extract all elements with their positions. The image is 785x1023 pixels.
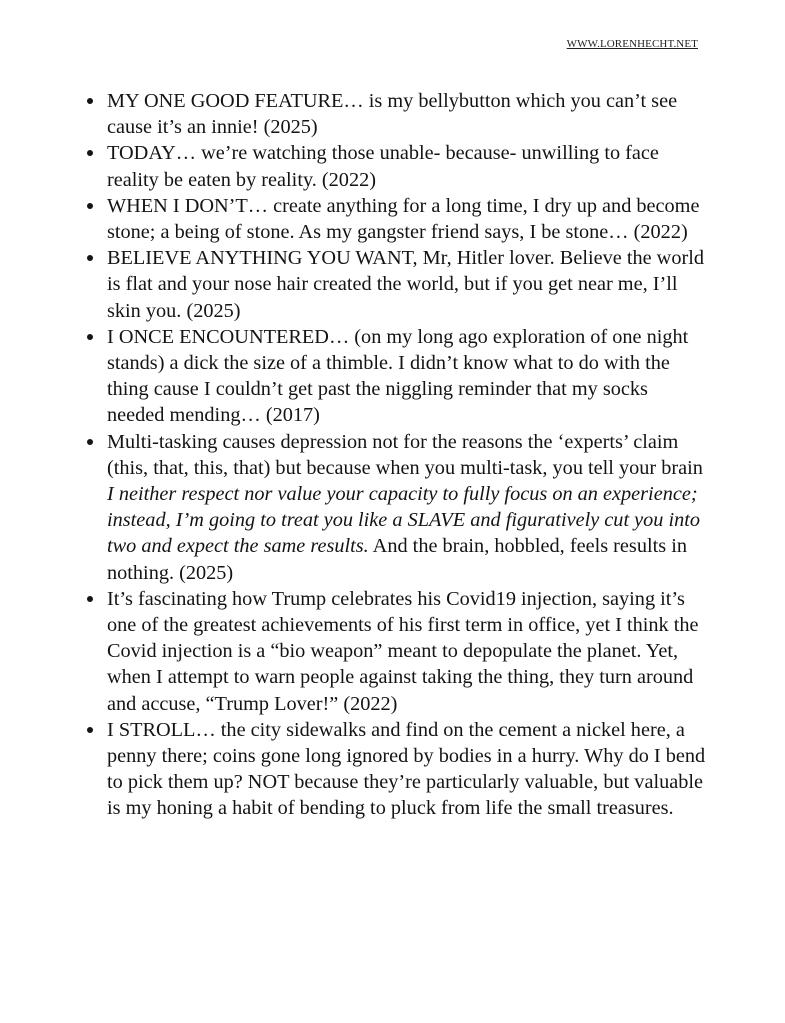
list-item xyxy=(107,88,707,140)
list-item xyxy=(107,140,707,192)
item-text-italic: I neither respect nor value your capacity to fully focus on an experience; instead, I’m going to treat you like a SLAVE and figuratively cut you into two and expect the same results. xyxy=(107,483,701,558)
bullet-icon xyxy=(87,596,93,602)
item-text: TODAY… we’re watching those unable- because- unwilling to face reality be eaten by reality. (2022) xyxy=(107,142,659,191)
list-item xyxy=(107,324,707,429)
bullet-icon xyxy=(87,255,93,261)
list-item xyxy=(107,429,707,586)
item-text: It’s fascinating how Trump celebrates his Covid19 injection, saying it’s one of the greatest achievements of his first term in office, yet I think the Covid injection is a “bio weapon” meant to depopulate the planet. Yet, when I attempt to warn people against taking the thing, they turn around and accuse, “Trump Lover!” (2022) xyxy=(107,587,699,715)
bullet-icon xyxy=(87,727,93,733)
list-item xyxy=(107,245,707,324)
item-text: I ONCE ENCOUNTERED… (on my long ago exploration of one night stands) a dick the size of a thimble. I didn’t know what to do with the thing cause I couldn’t get past the niggling reminder that my socks needed mending… (2017) xyxy=(107,325,689,427)
list-item xyxy=(107,717,707,822)
bullet-icon xyxy=(87,150,93,156)
bullet-icon xyxy=(87,439,93,445)
item-text: MY ONE GOOD FEATURE… is my bellybutton which you can’t see cause it’s an innie! (2025) xyxy=(107,90,678,139)
item-text-post: And the brain, hobbled, feels results in nothing. (2025) xyxy=(107,535,687,584)
item-text-pre: Multi-tasking causes depression not for the reasons the ‘experts’ claim (this, that, this, that) but because when you multi-task, you tell your brain xyxy=(107,430,703,479)
item-text: WHEN I DON’T… create anything for a long time, I dry up and become stone; a being of stone. As my gangster friend says, I be stone… (2022) xyxy=(107,194,700,244)
bullet-icon xyxy=(87,203,93,209)
bullet-list xyxy=(107,88,707,822)
list-item xyxy=(107,193,707,245)
item-text: I STROLL… the city sidewalks and find on the cement a nickel here, a penny there; coins gone long ignored by bodies in a hurry. Why do I bend to pick them up? NOT because they’re particularly valuable, but valuable is my honing a habit of bending to pluck from life the small treasures. xyxy=(107,718,706,820)
list-item xyxy=(107,586,707,717)
bullet-icon xyxy=(87,334,93,340)
bullet-icon xyxy=(87,98,93,104)
item-text: BELIEVE ANYTHING YOU WANT, Mr, Hitler lover. Believe the world is flat and your nose hair created the world, but if you get near me, I’ll skin you. (2025) xyxy=(107,247,704,322)
website-link[interactable]: WWW.LORENHECHT.NET xyxy=(566,38,698,50)
